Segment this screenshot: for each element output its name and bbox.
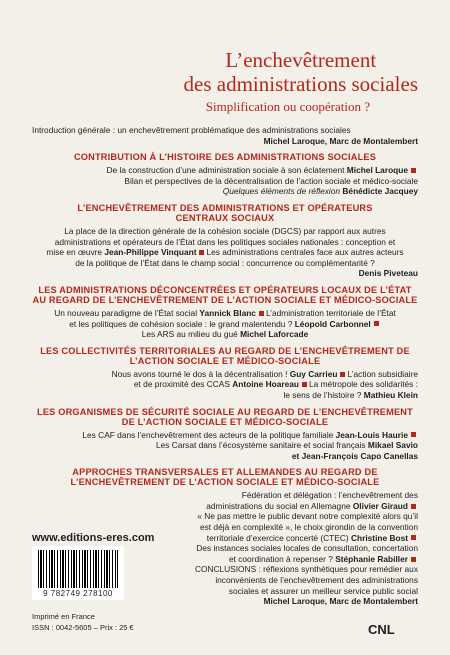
bullet-square: [411, 432, 416, 437]
bullet-square: [259, 311, 264, 316]
s5-author1: Jean-Louis Haurie: [335, 429, 408, 440]
s3-author3: Michel Laforcade: [240, 329, 309, 340]
s4-line1b: L’action subsidiaire: [347, 368, 418, 379]
s1-line1: De la construction d’une administration sociale à son éclatement: [106, 165, 345, 176]
s5-line1a: Les CAF dans l’enchevêtrement des acteurs de la politique familiale: [82, 429, 334, 440]
s4-author3: Mathieu Klein: [363, 389, 418, 400]
s2-author3: Jean-Philippe Vinquant: [104, 247, 197, 258]
s2-line4: de la politique de l’État dans le champ social : concurrence ou complémentarité ?: [75, 257, 375, 268]
section-2-heading: L’ENCHEVÊTREMENT DES ADMINISTRATIONS ET OPÉRATEURS CENTRAUX SOCIAUX: [77, 202, 373, 223]
s6-line4: est déjà en complexité », le choix girondin de la convention: [199, 522, 418, 533]
bullet-square: [340, 372, 345, 377]
s3-author1: Yannick Blanc: [199, 307, 256, 318]
s2-line3b: Les administrations centrales face aux autres acteurs: [206, 247, 404, 258]
bullet-square: [302, 382, 307, 387]
s4-author1: Guy Carrieu: [289, 368, 338, 379]
s4-line2a: et de proximité des CCAS: [133, 379, 230, 390]
barcode-number: 9 782749 278100: [43, 589, 113, 598]
s4-line2b: La métropole des solidarités :: [309, 379, 418, 390]
title-line-2: des administrations sociales: [183, 72, 418, 96]
s6-line10: sociales et assurer un meilleur service public social: [228, 585, 418, 596]
s3-author2: Léopold Carbonnel: [294, 318, 371, 329]
section-6-heading: APPROCHES TRANSVERSALES ET ALLEMANDES AU REGARD DE L’ENCHEVÊTREMENT DE L’ACTION SOCIALE ET MÉDICO-SOCIALE: [70, 467, 380, 488]
s6-author11: Michel Laroque, Marc de Montalembert: [263, 596, 418, 607]
s6-line9: inconvénients de l’enchevêtrement des administrations: [215, 575, 418, 586]
publisher-website: www.editions-eres.com: [32, 532, 155, 544]
bullet-square: [374, 321, 379, 326]
cnl-logo: [368, 622, 395, 637]
section-4-heading: LES COLLECTIVITÉS TERRITORIALES AU REGARD DE L’ENCHEVÊTREMENT DE L’ACTION SOCIALE ET MÉDICO-SOCIALE: [40, 345, 410, 366]
intro-section: [32, 125, 418, 146]
s6-line8: CONCLUSIONS : réflexions synthétiques pour remédier aux: [194, 564, 418, 575]
s3-line1a: Un nouveau paradigme de l’État social: [54, 307, 198, 318]
s6-author2: Olivier Giraud: [352, 500, 408, 511]
s2-line2: administrations et opérateurs de l’État dans les politiques sociales nationales : conception et: [54, 236, 396, 247]
s1-line2: Bilan et perspectives de la décentralisation de l’action sociale et médico-sociale: [124, 175, 418, 186]
section-5-heading: LES ORGANISMES DE SÉCURITÉ SOCIALE AU REGARD DE L’ENCHEVÊTREMENT DE L’ACTION SOCIALE ET MÉDICO-SOCIALE: [37, 406, 413, 427]
s4-line1a: Nous avons tourné le dos à la décentralisation !: [111, 368, 288, 379]
s2-line1: La place de la direction générale de la cohésion sociale (DGCS) par rapport aux autres: [64, 225, 386, 236]
s2-line3a: mise en œuvre: [46, 247, 103, 258]
s1-line3: Quelques éléments de réflexion: [222, 186, 341, 197]
s3-line1b: L’administration territoriale de l’État: [265, 307, 396, 318]
intro-authors: Michel Laroque, Marc de Montalembert: [263, 135, 418, 146]
s1-author1: Michel Laroque: [346, 165, 408, 176]
isbn-barcode: [32, 546, 124, 600]
section-3-heading: LES ADMINISTRATIONS DÉCONCENTRÉES ET OPÉRATEURS LOCAUX DE L’ÉTAT AU REGARD DE L’ENCHEVÊTREMENT DE L’ACTION SOCIALE ET MÉDICO-SOCIALE: [32, 284, 418, 305]
s6-line7a: et coordination à repenser ?: [228, 553, 333, 564]
s6-author5: Christine Bost: [350, 532, 408, 543]
s6-line2a: administrations du social en Allemagne: [206, 500, 351, 511]
s5-line3: et Jean-François Capo Canellas: [291, 450, 418, 461]
section-2: [32, 203, 418, 279]
book-title: [184, 48, 418, 96]
s4-author2: Antoine Hoareau: [232, 379, 299, 390]
s5-line2a: Les Carsat dans l’écosystème sanitaire et social français: [155, 440, 366, 451]
bullet-square: [411, 557, 416, 562]
intro-text: Introduction générale : un enchevêtrement problématique des administrations sociales: [32, 125, 351, 135]
section-3: [32, 285, 418, 340]
s6-line6: Des instances sociales locales de consultation, concertation: [196, 543, 418, 554]
s6-author7: Stéphanie Rabiller: [335, 553, 408, 564]
section-1: [32, 152, 418, 197]
section-1-heading: CONTRIBUTION À L’HISTOIRE DES ADMINISTRATIONS SOCIALES: [73, 152, 377, 163]
s3-line3: Les ARS au milieu du gué: [141, 329, 238, 340]
printed-in: Imprimé en France: [32, 612, 95, 621]
bullet-square: [411, 168, 416, 173]
book-subtitle: Simplification ou coopération ?: [205, 99, 370, 114]
s3-line2a: et les politiques de cohésion sociale : le grand malentendu ?: [69, 318, 293, 329]
bullet-square: [411, 535, 416, 540]
s6-line5a: territoriale d’exercice concerté (CTEC): [206, 532, 349, 543]
s6-line3: « Ne pas mettre le public devant notre complexité alors qu’il: [197, 511, 418, 522]
s1-author3: Bénédicte Jacquey: [342, 186, 418, 197]
bullet-square: [199, 250, 204, 255]
issn-price: ISSN : 0042-5605 – Prix : 25 €: [32, 623, 134, 632]
section-5: [32, 407, 418, 462]
s6-line1: Fédération et délégation : l’enchevêtrement des: [241, 490, 418, 501]
title-line-1: L’enchevêtrement: [225, 48, 377, 72]
s4-line3a: le sens de l’histoire ?: [283, 389, 362, 400]
cnl-logo-text: CNL: [368, 622, 395, 637]
bullet-square: [411, 504, 416, 509]
s2-author5: Denis Piveteau: [358, 268, 418, 279]
section-4: [32, 346, 418, 401]
s5-author2: Mikael Savio: [367, 440, 418, 451]
barcode-bars: [38, 550, 118, 588]
